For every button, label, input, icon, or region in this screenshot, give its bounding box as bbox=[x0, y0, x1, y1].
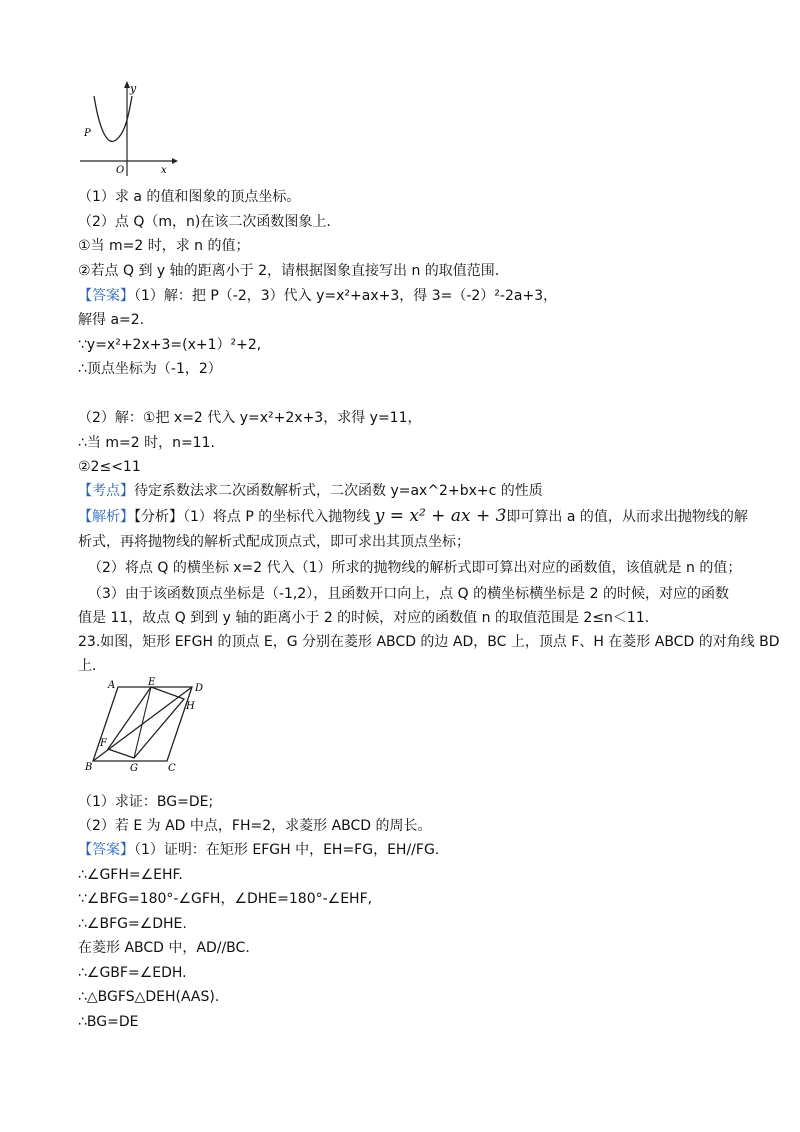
q23-part2: （2）若 E 为 AD 中点，FH=2，求菱形 ABCD 的周长。 bbox=[78, 818, 432, 834]
q22-jiexi-line1 bbox=[78, 506, 748, 527]
q22-jiexi-line2: 析式，再将抛物线的解析式配成顶点式，即可求出其顶点坐标； bbox=[78, 534, 470, 550]
parabola-formula: y = x² + ax + 3 bbox=[374, 506, 507, 526]
answer-tag: 【答案】 bbox=[78, 842, 134, 858]
origin-label: O bbox=[116, 165, 125, 176]
point-p-label: P bbox=[84, 128, 91, 139]
q22-part2-2: ②若点 Q 到 y 轴的距离小于 2，请根据图象直接写出 n 的取值范围. bbox=[78, 263, 500, 279]
q23-answer-line6: ∴∠GBF=∠EDH. bbox=[78, 965, 187, 981]
q23-answer-line4: ∴∠BFG=∠DHE. bbox=[78, 916, 187, 932]
q22-answer-line7: ②2≤<11 bbox=[78, 459, 141, 475]
q22-jiexi-pre: 【分析】（1）将点 P 的坐标代入抛物线 bbox=[134, 509, 371, 525]
q22-answer-line1 bbox=[78, 286, 557, 306]
parabola-figure bbox=[80, 78, 180, 178]
q23-answer-line7: ∴△BGFS△DEH(AAS). bbox=[78, 989, 220, 1005]
q22-answer-text1: （1）解：把 P（-2，3）代入 y=x²+ax+3，得 3=（-2）²-2a+3， bbox=[134, 288, 558, 304]
q22-part1: （1）求 a 的值和图象的顶点坐标。 bbox=[78, 189, 301, 205]
q22-part2: （2）点 Q（m，n)在该二次函数图象上. bbox=[78, 214, 331, 230]
y-axis-label: y bbox=[130, 82, 137, 95]
q23-answer-line2: ∴∠GFH=∠EHF. bbox=[78, 867, 183, 883]
vertex-g-label: G bbox=[130, 763, 138, 772]
rhombus-diagram bbox=[84, 676, 214, 772]
parabola-curve bbox=[94, 96, 132, 141]
rhombus-figure bbox=[84, 676, 214, 772]
vertex-b-label: B bbox=[85, 762, 93, 772]
vertex-e-label: E bbox=[148, 677, 156, 688]
q23-stem-line2: 上. bbox=[78, 658, 97, 674]
q23-answer-line3: ∵∠BFG=180°-∠GFH，∠DHE=180°-∠EHF, bbox=[78, 891, 373, 907]
parabola-graph bbox=[80, 78, 180, 178]
vertex-a-label: A bbox=[108, 680, 116, 691]
q22-answer-line4: ∴顶点坐标为（-1，2） bbox=[78, 361, 222, 377]
q22-answer-line3: ∵y=x²+2x+3=(x+1）²+2, bbox=[78, 337, 262, 353]
q22-answer-line2: 解得 a=2. bbox=[78, 312, 145, 328]
q23-answer-text1: （1）证明：在矩形 EFGH 中，EH=FG，EH//FG. bbox=[134, 842, 440, 858]
vertex-h-label: H bbox=[186, 701, 195, 712]
kaodian-tag: 【考点】 bbox=[78, 483, 134, 499]
q22-jiexi-line4: （3）由于该函数顶点坐标是（-1,2），且函数开口向上，点 Q 的横坐标横坐标是 2 的时候，对应的函数 bbox=[88, 586, 729, 602]
vertex-f-label: F bbox=[100, 738, 107, 749]
vertex-c-label: C bbox=[168, 763, 176, 772]
q22-kaodian-line bbox=[78, 481, 543, 501]
x-axis-arrow bbox=[172, 158, 178, 164]
q23-answer-line5: 在菱形 ABCD 中，AD//BC. bbox=[78, 940, 250, 956]
x-axis-label: x bbox=[161, 165, 167, 176]
rectangle-efgh bbox=[108, 687, 184, 758]
q22-jiexi-post: 即可算出 a 的值，从而求出抛物线的解 bbox=[506, 509, 748, 525]
q22-jiexi-line3: （2）将点 Q 的横坐标 x=2 代入（1）所求的抛物线的解析式即可算出对应的函数值，该值就是 n 的值； bbox=[88, 560, 742, 576]
q22-answer-line6: ∴当 m=2 时，n=11. bbox=[78, 435, 215, 451]
q23-part1: （1）求证：BG=DE; bbox=[78, 794, 214, 810]
q22-jiexi-line5: 值是 11，故点 Q 到到 y 轴的距离小于 2 的时候，对应的函数值 n 的取值范围是 2≤n＜11. bbox=[78, 610, 650, 626]
q23-answer-line8: ∴BG=DE bbox=[78, 1014, 139, 1030]
q22-kaodian-text: 待定系数法求二次函数解析式，二次函数 y=ax^2+bx+c 的性质 bbox=[134, 483, 543, 499]
q23-stem-line1: 23.如图，矩形 EFGH 的顶点 E，G 分别在菱形 ABCD 的边 AD，BC 上，顶点 F、H 在菱形 ABCD 的对角线 BD bbox=[78, 634, 780, 650]
q22-answer-line5: （2）解：①把 x=2 代入 y=x²+2x+3，求得 y=11， bbox=[78, 410, 422, 426]
answer-tag: 【答案】 bbox=[78, 288, 134, 304]
vertex-d-label: D bbox=[195, 683, 204, 694]
jiexi-tag: 【解析】 bbox=[78, 509, 134, 525]
q22-part2-1: ①当 m=2 时，求 n 的值； bbox=[78, 238, 250, 254]
q23-answer-line1 bbox=[78, 840, 439, 860]
